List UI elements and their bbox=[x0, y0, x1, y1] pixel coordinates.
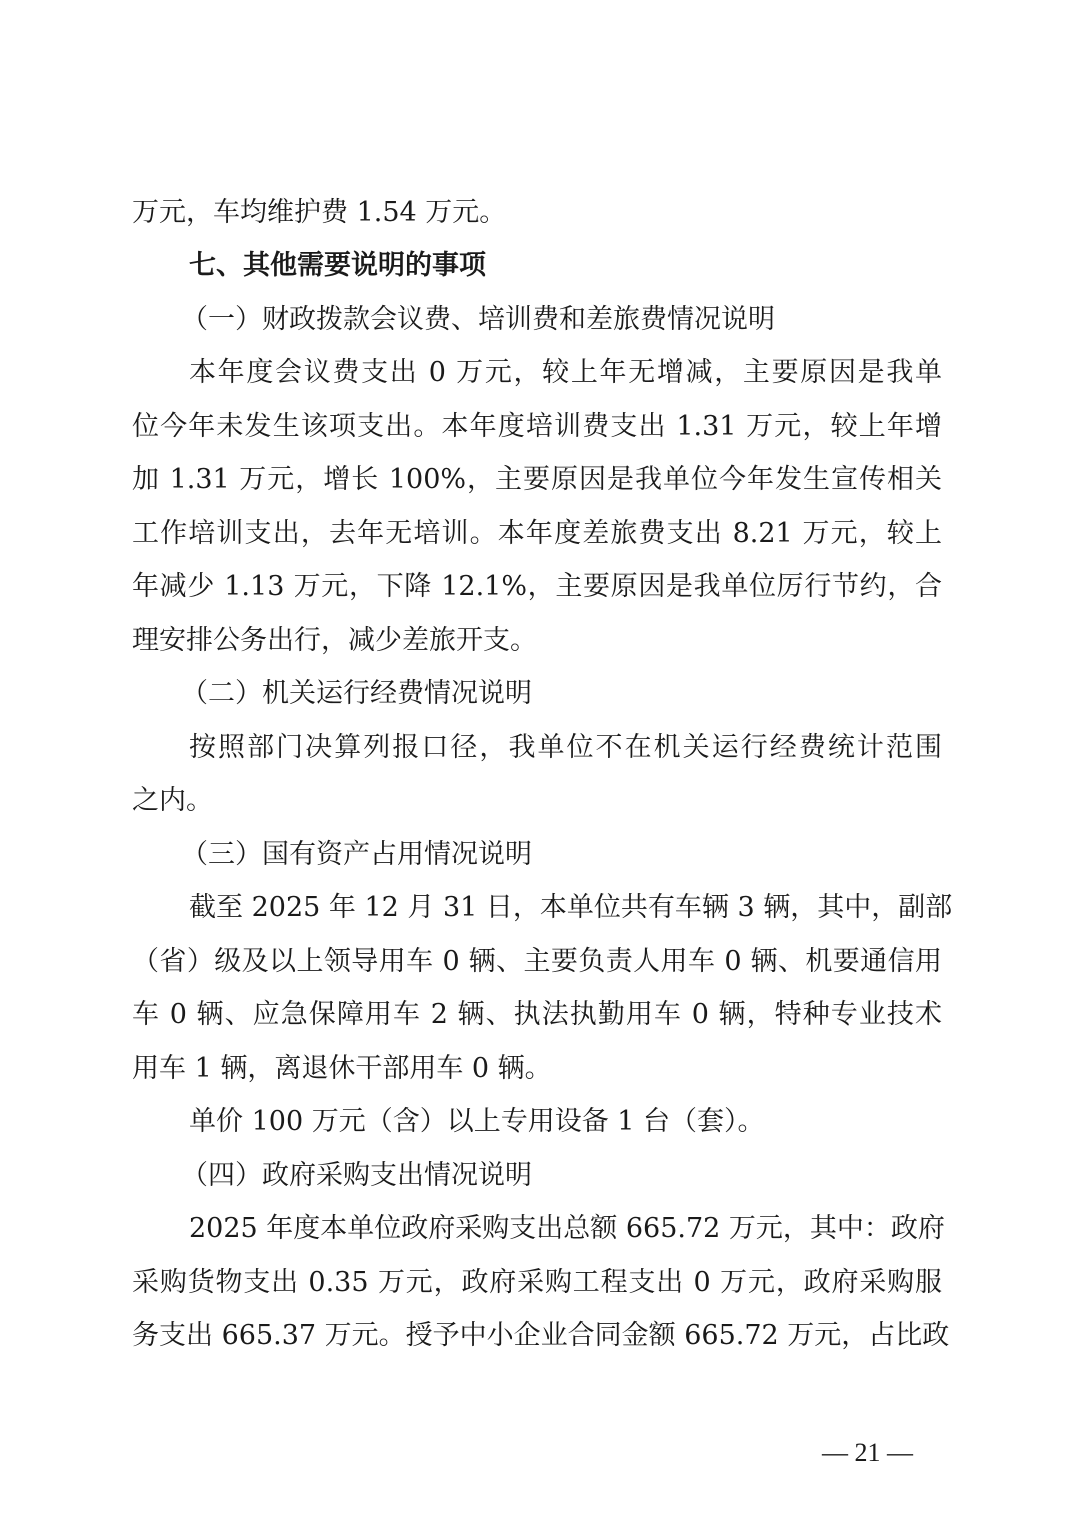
paragraph-line: 2025 年度本单位政府采购支出总额 665.72 万元，其中：政府 bbox=[189, 1213, 945, 1244]
paragraph-line: 年减少 1.13 万元，下降 12.1%，主要原因是我单位厉行节约，合 bbox=[132, 571, 942, 602]
paragraph-line: 理安排公务出行，减少差旅开支。 bbox=[132, 625, 537, 656]
subsection-heading: （四）政府采购支出情况说明 bbox=[181, 1160, 532, 1191]
paragraph-line: 工作培训支出，去年无培训。本年度差旅费支出 8.21 万元，较上 bbox=[132, 518, 942, 549]
paragraph-line: 加 1.31 万元，增长 100%，主要原因是我单位今年发生宣传相关 bbox=[132, 464, 942, 495]
subsection-heading: （三）国有资产占用情况说明 bbox=[181, 839, 532, 870]
paragraph-line: 万元，车均维护费 1.54 万元。 bbox=[132, 197, 507, 228]
paragraph-line: 单价 100 万元（含）以上专用设备 1 台（套）。 bbox=[189, 1106, 765, 1137]
page-number: — 21 — bbox=[822, 1438, 913, 1467]
section-heading: 七、其他需要说明的事项 bbox=[189, 250, 486, 281]
paragraph-line: 车 0 辆、应急保障用车 2 辆、执法执勤用车 0 辆，特种专业技术 bbox=[132, 999, 942, 1030]
subsection-heading: （一）财政拨款会议费、培训费和差旅费情况说明 bbox=[181, 304, 775, 335]
paragraph-line: 之内。 bbox=[132, 785, 213, 816]
paragraph-line: 位今年未发生该项支出。本年度培训费支出 1.31 万元，较上年增 bbox=[132, 411, 942, 442]
paragraph-line: 本年度会议费支出 0 万元，较上年无增减，主要原因是我单 bbox=[189, 357, 942, 388]
paragraph-line: （省）级及以上领导用车 0 辆、主要负责人用车 0 辆、机要通信用 bbox=[132, 946, 942, 977]
paragraph-line: 务支出 665.37 万元。授予中小企业合同金额 665.72 万元，占比政 bbox=[132, 1320, 950, 1351]
subsection-heading: （二）机关运行经费情况说明 bbox=[181, 678, 532, 709]
paragraph-line: 用车 1 辆，离退休干部用车 0 辆。 bbox=[132, 1053, 552, 1084]
paragraph-line: 截至 2025 年 12 月 31 日，本单位共有车辆 3 辆，其中，副部 bbox=[189, 892, 953, 923]
paragraph-line: 按照部门决算列报口径，我单位不在机关运行经费统计范围 bbox=[189, 732, 942, 763]
paragraph-line: 采购货物支出 0.35 万元，政府采购工程支出 0 万元，政府采购服 bbox=[132, 1267, 942, 1298]
